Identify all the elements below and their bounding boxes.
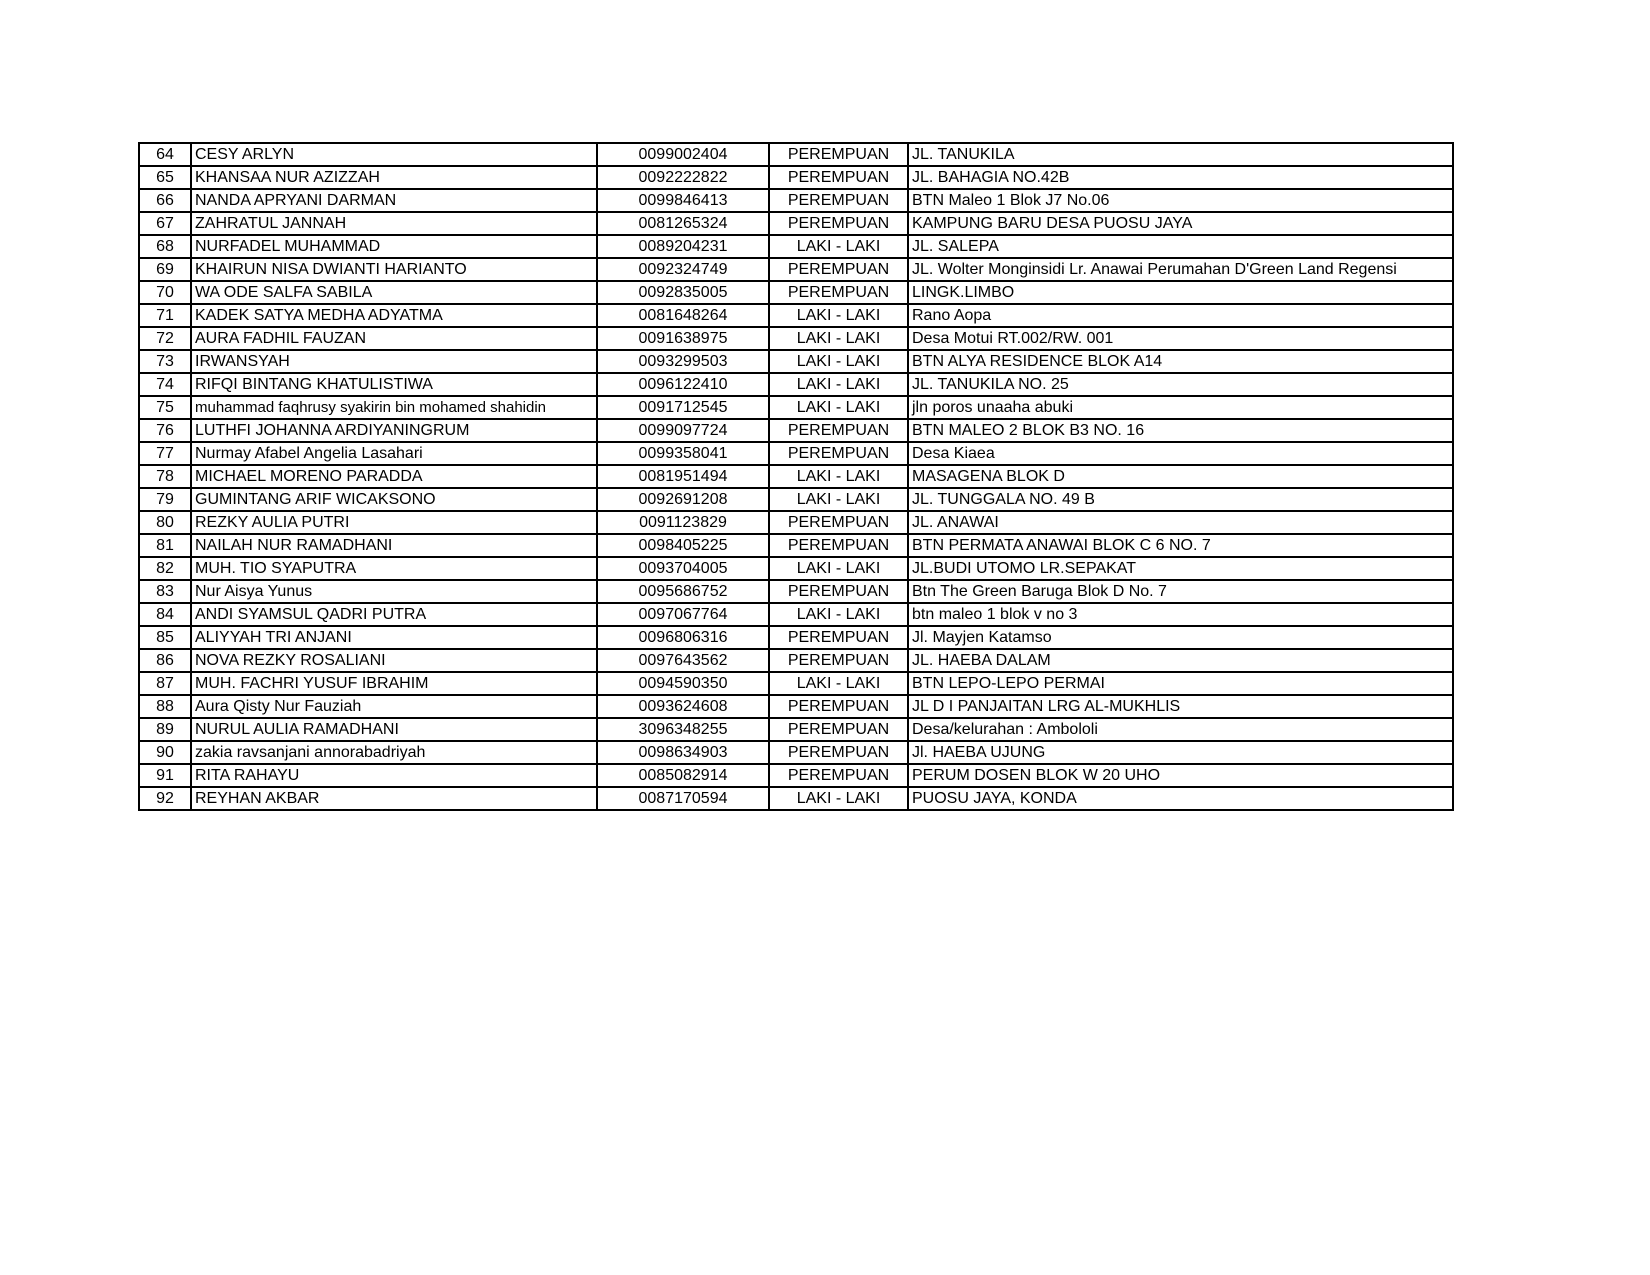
- student-gender: PEREMPUAN: [769, 212, 908, 235]
- table-row: [139, 580, 1453, 603]
- student-nisn: 0091123829: [597, 511, 769, 534]
- student-name: NURUL AULIA RAMADHANI: [191, 718, 597, 741]
- student-gender: LAKI - LAKI: [769, 603, 908, 626]
- student-address: Btn The Green Baruga Blok D No. 7: [908, 580, 1453, 603]
- row-number: 81: [139, 534, 191, 557]
- student-gender: LAKI - LAKI: [769, 396, 908, 419]
- student-gender: LAKI - LAKI: [769, 488, 908, 511]
- row-number: 84: [139, 603, 191, 626]
- student-gender: PEREMPUAN: [769, 649, 908, 672]
- table-row: [139, 304, 1453, 327]
- student-nisn: 0096122410: [597, 373, 769, 396]
- student-gender: PEREMPUAN: [769, 764, 908, 787]
- table-row: [139, 741, 1453, 764]
- table-row: [139, 718, 1453, 741]
- student-address: Desa/kelurahan : Ambololi: [908, 718, 1453, 741]
- student-address: JL. ANAWAI: [908, 511, 1453, 534]
- row-number: 85: [139, 626, 191, 649]
- student-nisn: 0095686752: [597, 580, 769, 603]
- row-number: 71: [139, 304, 191, 327]
- student-name: MUH. TIO SYAPUTRA: [191, 557, 597, 580]
- row-number: 89: [139, 718, 191, 741]
- row-number: 73: [139, 350, 191, 373]
- row-number: 74: [139, 373, 191, 396]
- student-address: BTN LEPO-LEPO PERMAI: [908, 672, 1453, 695]
- student-nisn: 0092835005: [597, 281, 769, 304]
- student-nisn: 0091638975: [597, 327, 769, 350]
- table-row: [139, 511, 1453, 534]
- student-address: Jl. Mayjen Katamso: [908, 626, 1453, 649]
- student-name: GUMINTANG ARIF WICAKSONO: [191, 488, 597, 511]
- table-row: [139, 396, 1453, 419]
- student-address: JL. TANUKILA: [908, 143, 1453, 166]
- student-address: JL. BAHAGIA NO.42B: [908, 166, 1453, 189]
- student-address: JL D I PANJAITAN LRG AL-MUKHLIS: [908, 695, 1453, 718]
- student-address: jln poros unaaha abuki: [908, 396, 1453, 419]
- student-address: BTN ALYA RESIDENCE BLOK A14: [908, 350, 1453, 373]
- student-gender: LAKI - LAKI: [769, 350, 908, 373]
- student-gender: PEREMPUAN: [769, 189, 908, 212]
- student-address: Desa Motui RT.002/RW. 001: [908, 327, 1453, 350]
- student-name: ANDI SYAMSUL QADRI PUTRA: [191, 603, 597, 626]
- table-row: [139, 350, 1453, 373]
- student-nisn: 0099358041: [597, 442, 769, 465]
- student-name: IRWANSYAH: [191, 350, 597, 373]
- student-nisn: 0099002404: [597, 143, 769, 166]
- student-nisn: 0093704005: [597, 557, 769, 580]
- row-number: 75: [139, 396, 191, 419]
- row-number: 64: [139, 143, 191, 166]
- student-gender: LAKI - LAKI: [769, 373, 908, 396]
- student-nisn: 0092691208: [597, 488, 769, 511]
- table-row: [139, 281, 1453, 304]
- table-row: [139, 649, 1453, 672]
- student-gender: PEREMPUAN: [769, 281, 908, 304]
- student-gender: PEREMPUAN: [769, 258, 908, 281]
- student-address: BTN Maleo 1 Blok J7 No.06: [908, 189, 1453, 212]
- student-gender: PEREMPUAN: [769, 534, 908, 557]
- student-gender: LAKI - LAKI: [769, 465, 908, 488]
- student-address: JL. TUNGGALA NO. 49 B: [908, 488, 1453, 511]
- row-number: 80: [139, 511, 191, 534]
- student-name: Aura Qisty Nur Fauziah: [191, 695, 597, 718]
- student-nisn: 0093299503: [597, 350, 769, 373]
- table-row: [139, 189, 1453, 212]
- row-number: 90: [139, 741, 191, 764]
- student-gender: PEREMPUAN: [769, 695, 908, 718]
- student-name: KADEK SATYA MEDHA ADYATMA: [191, 304, 597, 327]
- student-name: RIFQI BINTANG KHATULISTIWA: [191, 373, 597, 396]
- student-nisn: 0081265324: [597, 212, 769, 235]
- student-gender: LAKI - LAKI: [769, 235, 908, 258]
- student-address: JL. TANUKILA NO. 25: [908, 373, 1453, 396]
- student-nisn: 0093624608: [597, 695, 769, 718]
- student-gender: PEREMPUAN: [769, 166, 908, 189]
- table-row: [139, 419, 1453, 442]
- student-name: zakia ravsanjani annorabadriyah: [191, 741, 597, 764]
- student-name: AURA FADHIL FAUZAN: [191, 327, 597, 350]
- table-row: [139, 672, 1453, 695]
- student-name: KHAIRUN NISA DWIANTI HARIANTO: [191, 258, 597, 281]
- table-row: [139, 327, 1453, 350]
- table-row: [139, 212, 1453, 235]
- student-address: PUOSU JAYA, KONDA: [908, 787, 1453, 810]
- table-row: [139, 373, 1453, 396]
- row-number: 72: [139, 327, 191, 350]
- table-row: [139, 764, 1453, 787]
- row-number: 67: [139, 212, 191, 235]
- student-address: Rano Aopa: [908, 304, 1453, 327]
- student-name: NANDA APRYANI DARMAN: [191, 189, 597, 212]
- student-gender: LAKI - LAKI: [769, 787, 908, 810]
- table-row: [139, 787, 1453, 810]
- student-name: ZAHRATUL JANNAH: [191, 212, 597, 235]
- student-address: JL. HAEBA DALAM: [908, 649, 1453, 672]
- student-table: [138, 142, 1454, 811]
- student-nisn: 0099846413: [597, 189, 769, 212]
- student-address: Desa Kiaea: [908, 442, 1453, 465]
- student-address: PERUM DOSEN BLOK W 20 UHO: [908, 764, 1453, 787]
- student-name: MUH. FACHRI YUSUF IBRAHIM: [191, 672, 597, 695]
- student-name: Nurmay Afabel Angelia Lasahari: [191, 442, 597, 465]
- row-number: 86: [139, 649, 191, 672]
- student-address: JL.BUDI UTOMO LR.SEPAKAT: [908, 557, 1453, 580]
- table-row: [139, 534, 1453, 557]
- table-row: [139, 166, 1453, 189]
- row-number: 65: [139, 166, 191, 189]
- table-row: [139, 235, 1453, 258]
- student-nisn: 0098634903: [597, 741, 769, 764]
- student-nisn: 0089204231: [597, 235, 769, 258]
- student-address: Jl. HAEBA UJUNG: [908, 741, 1453, 764]
- row-number: 70: [139, 281, 191, 304]
- table-row: [139, 557, 1453, 580]
- student-name: ALIYYAH TRI ANJANI: [191, 626, 597, 649]
- student-table-body: [139, 143, 1453, 810]
- student-gender: PEREMPUAN: [769, 143, 908, 166]
- row-number: 76: [139, 419, 191, 442]
- student-address: BTN MALEO 2 BLOK B3 NO. 16: [908, 419, 1453, 442]
- student-gender: PEREMPUAN: [769, 741, 908, 764]
- student-nisn: 0087170594: [597, 787, 769, 810]
- student-name: MICHAEL MORENO PARADDA: [191, 465, 597, 488]
- table-row: [139, 258, 1453, 281]
- student-name: CESY ARLYN: [191, 143, 597, 166]
- student-address: BTN PERMATA ANAWAI BLOK C 6 NO. 7: [908, 534, 1453, 557]
- student-address: KAMPUNG BARU DESA PUOSU JAYA: [908, 212, 1453, 235]
- student-nisn: 0097067764: [597, 603, 769, 626]
- row-number: 92: [139, 787, 191, 810]
- row-number: 68: [139, 235, 191, 258]
- student-gender: PEREMPUAN: [769, 718, 908, 741]
- student-name: Nur Aisya Yunus: [191, 580, 597, 603]
- row-number: 77: [139, 442, 191, 465]
- student-gender: LAKI - LAKI: [769, 557, 908, 580]
- row-number: 79: [139, 488, 191, 511]
- student-nisn: 0092222822: [597, 166, 769, 189]
- student-name: muhammad faqhrusy syakirin bin mohamed shahidin: [191, 396, 597, 419]
- student-nisn: 0092324749: [597, 258, 769, 281]
- student-gender: PEREMPUAN: [769, 580, 908, 603]
- student-nisn: 0091712545: [597, 396, 769, 419]
- student-nisn: 0094590350: [597, 672, 769, 695]
- student-gender: LAKI - LAKI: [769, 327, 908, 350]
- student-name: RITA RAHAYU: [191, 764, 597, 787]
- student-gender: PEREMPUAN: [769, 626, 908, 649]
- student-address: JL. Wolter Monginsidi Lr. Anawai Perumahan D'Green Land Regensi: [908, 258, 1453, 281]
- student-name: REYHAN AKBAR: [191, 787, 597, 810]
- row-number: 82: [139, 557, 191, 580]
- table-row: [139, 465, 1453, 488]
- student-gender: PEREMPUAN: [769, 442, 908, 465]
- student-nisn: 0098405225: [597, 534, 769, 557]
- row-number: 88: [139, 695, 191, 718]
- student-gender: LAKI - LAKI: [769, 304, 908, 327]
- student-address: MASAGENA BLOK D: [908, 465, 1453, 488]
- student-nisn: 0097643562: [597, 649, 769, 672]
- student-gender: PEREMPUAN: [769, 511, 908, 534]
- table-row: [139, 143, 1453, 166]
- student-nisn: 0099097724: [597, 419, 769, 442]
- table-row: [139, 695, 1453, 718]
- row-number: 87: [139, 672, 191, 695]
- student-name: KHANSAA NUR AZIZZAH: [191, 166, 597, 189]
- student-nisn: 3096348255: [597, 718, 769, 741]
- student-nisn: 0096806316: [597, 626, 769, 649]
- student-name: REZKY AULIA PUTRI: [191, 511, 597, 534]
- student-nisn: 0081648264: [597, 304, 769, 327]
- student-address: JL. SALEPA: [908, 235, 1453, 258]
- table-row: [139, 626, 1453, 649]
- row-number: 91: [139, 764, 191, 787]
- row-number: 83: [139, 580, 191, 603]
- student-name: WA ODE SALFA SABILA: [191, 281, 597, 304]
- row-number: 78: [139, 465, 191, 488]
- student-name: LUTHFI JOHANNA ARDIYANINGRUM: [191, 419, 597, 442]
- row-number: 69: [139, 258, 191, 281]
- student-name: NURFADEL MUHAMMAD: [191, 235, 597, 258]
- table-row: [139, 488, 1453, 511]
- student-name: NAILAH NUR RAMADHANI: [191, 534, 597, 557]
- table-row: [139, 603, 1453, 626]
- student-name: NOVA REZKY ROSALIANI: [191, 649, 597, 672]
- student-address: btn maleo 1 blok v no 3: [908, 603, 1453, 626]
- student-nisn: 0085082914: [597, 764, 769, 787]
- student-gender: LAKI - LAKI: [769, 672, 908, 695]
- student-gender: PEREMPUAN: [769, 419, 908, 442]
- row-number: 66: [139, 189, 191, 212]
- table-row: [139, 442, 1453, 465]
- student-address: LINGK.LIMBO: [908, 281, 1453, 304]
- student-nisn: 0081951494: [597, 465, 769, 488]
